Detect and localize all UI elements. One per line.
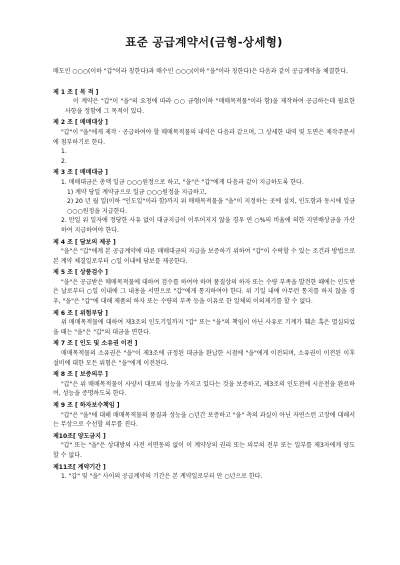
- list-item: 2. 만일 위 일자에 정당한 사유 없이 대금지급이 이루어지지 않을 경우 연 ○%의 비율에 의한 지연배상금을 가산하여 지급하여야 한다.: [61, 217, 355, 234]
- list-item: 1. 매매대금은 총액 일금 ○○○원정으로 하고, "을"은 "갑"에게 다음과 같이 지급하도록 한다.: [61, 178, 304, 186]
- article-7: [53, 339, 355, 368]
- article-body: "갑"이 "을"에게 제작 · 공급하여야 할 매매목적물의 내역은 다음과 같으며, 그 상세한 내역 및 도면은 제작주문서에 첨부하기로 한다.: [53, 128, 355, 146]
- article-title: 제 4 조 [ 담보의 제공 ]: [53, 238, 116, 246]
- article-body: "을"은 공급받은 매매목적물에 대하여 검수를 하여야 하며 품질상의 하자 또는 수량 부족을 발견한 때에는 인도받은 날로부터 ○일 이내에 그 내용을 서면으로 "갑"에게 통지하여야 한다. 위 기일 내에 아무런 통지를 하지 않을 경우, "을"은 "갑"에 대해 제품의 하자 또는 수량의 부족 등을 이유로 한 일체의 이의제기를 할 수 없다.: [53, 278, 355, 306]
- article-title: 제 7 조 [ 인도 및 소유권 이전 ]: [53, 340, 138, 348]
- article-body: "갑"은 "을"에 대해 매매목적물의 품질과 성능을 ○년간 보증하고 "을" 측의 과실이 아닌 자연스런 고장에 대해서는 무상으로 수선할 의무를 진다.: [53, 411, 355, 429]
- article-body: "을"은 "갑"에게 본 공급계약에 따른 매매대금의 지급을 보증하기 위하여 "갑"이 수락할 수 있는 조건과 방법으로 본 계약 체결일로부터 ○일 이내에 담보를 제공한다.: [53, 248, 355, 265]
- article-body: 매매목적물의 소유권은 "을"이 제3조에 규정된 대금을 완납한 시점에 "을"에게 이전되며, 소유권이 이전된 이후 설비에 대한 모든 위험은 "을"에게 이전된다.: [53, 350, 355, 367]
- article-title: 제 2 조 [ 매매대상 ]: [53, 119, 108, 127]
- sub-item: 2) 20 년 월 일(이하 "인도일"이라 함)까지 위 매매목적물을 "을"이 지정하는 곳에 설치, 인도함과 동시에 일금 ○○○원정을 지급한다.: [67, 198, 355, 215]
- article-6: [53, 309, 355, 338]
- article-body: 1. "갑" 및 "을" 사이의 공급계약의 기간은 본 계약일로부터 만 ○년으로 한다.: [61, 473, 263, 481]
- article-4: [53, 238, 355, 267]
- sub-item: 1) 계약 당일 계약금으로 일금 ○○○원정을 지급하고,: [67, 188, 207, 196]
- article-body: "갑" 또는 "을"은 상대방의 사전 서면동의 없이 이 계약상의 권리 또는 의무의 전부 또는 일부를 제3자에게 양도할 수 없다.: [53, 442, 355, 459]
- article-title: 제 8 조 [ 보증의무 ]: [53, 371, 108, 379]
- article-title: 제 6 조 [ 위험부담 ]: [53, 309, 108, 317]
- intro-paragraph: 매도인 ○○○(이하 "갑"이라 칭한다)과 매수인 ○○○(이하 "을"이라 칭한다)은 다음과 같이 공급계약을 체결한다.: [53, 68, 348, 75]
- article-body: 이 계약은 "갑"이 "을"의 요청에 따라 ○○ 금형(이하 "매매목적물"이라 함)을 제작하여 공급하는데 필요한 사항을 정함에 그 목적이 있다.: [65, 98, 355, 115]
- article-10: [53, 432, 355, 461]
- article-8: [53, 370, 355, 399]
- article-title: 제 5 조 [ 상품검수 ]: [53, 269, 108, 277]
- list-item: 2.: [61, 157, 67, 165]
- article-title: 제 3 조 [ 매매대금 ]: [53, 169, 108, 177]
- article-title: 제11조[ 계약기간 ]: [53, 463, 106, 471]
- article-5: [53, 268, 355, 306]
- article-1: [53, 88, 355, 117]
- article-title: 제10조[ 양도금지 ]: [53, 432, 106, 440]
- document-title: 표준 공급계약서(금형-상세형): [125, 35, 283, 49]
- article-body: 위 매매목적물에 대하여 제3조의 인도기일까지 "갑" 또는 "을"의 책임이 아닌 사유로 기계가 훼손 혹은 멸실되었을 때는 "을"은 "갑"의 대금을 면한다.: [53, 319, 355, 336]
- article-3: [53, 168, 355, 235]
- article-2: [53, 118, 355, 166]
- article-title: 제 9 조 [ 하자보수책임 ]: [53, 402, 120, 409]
- article-9: [53, 401, 355, 430]
- article-title: 제 1 조 [ 목 적 ]: [53, 88, 99, 96]
- list-item: 1.: [61, 148, 67, 156]
- article-body: "갑"은 위 매매목적물이 사양서 대로의 성능을 가지고 있다는 것을 보증하고, 제3조의 인도전에 시운전을 완료하여, 성능을 증명하도록 한다.: [53, 380, 355, 398]
- article-11: [53, 463, 355, 482]
